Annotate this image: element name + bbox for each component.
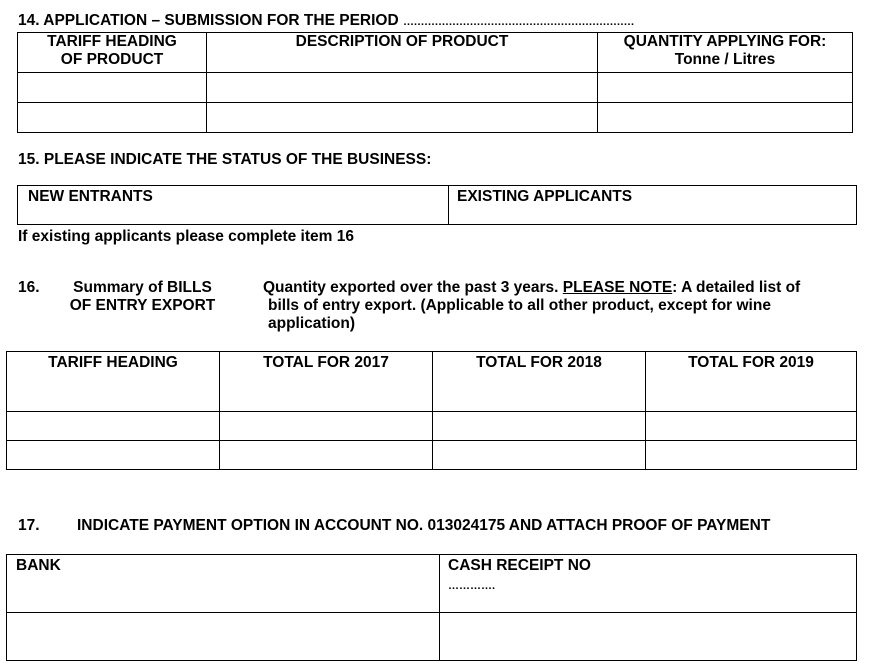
table-row xyxy=(7,412,857,441)
bills-of-entry-table xyxy=(6,351,857,470)
input-cell-2019[interactable] xyxy=(646,412,857,441)
section-16-label xyxy=(55,279,230,315)
header-quantity-line2: Tonne / Litres xyxy=(674,51,776,68)
input-cell-2017[interactable] xyxy=(220,441,433,470)
input-cell-2017[interactable] xyxy=(220,412,433,441)
existing-applicants-cell[interactable] xyxy=(449,186,857,225)
table-row xyxy=(18,73,853,103)
input-cell-quantity[interactable] xyxy=(598,73,853,103)
table-row xyxy=(18,103,853,133)
section-16-number: 16. xyxy=(18,279,40,296)
section-16-desc-b: : A detailed list of xyxy=(672,279,801,296)
section-16-desc-a: Quantity exported over the past 3 years. xyxy=(263,279,559,296)
cash-receipt-cell[interactable] xyxy=(440,555,857,613)
input-cell-tariff[interactable] xyxy=(7,441,220,470)
new-entrants-cell[interactable] xyxy=(18,186,449,225)
input-cell-2018[interactable] xyxy=(433,441,646,470)
header-total-2018 xyxy=(433,352,646,412)
header-total-2017 xyxy=(220,352,433,412)
input-cell-tariff[interactable] xyxy=(7,412,220,441)
section-17-heading: INDICATE PAYMENT OPTION IN ACCOUNT NO. 013024175 AND ATTACH PROOF OF PAYMENT xyxy=(77,517,771,534)
input-cell-description[interactable] xyxy=(207,73,598,103)
payment-option-table xyxy=(6,554,857,661)
section-16-desc-3: application) xyxy=(268,315,355,332)
header-2017-label: TOTAL FOR 2017 xyxy=(263,354,389,371)
input-cell-tariff[interactable] xyxy=(18,73,207,103)
bank-label: BANK xyxy=(16,557,61,574)
header-description xyxy=(207,33,598,73)
bank-cell[interactable] xyxy=(7,555,440,613)
header-tariff-line2: OF PRODUCT xyxy=(60,51,164,68)
input-cell-2018[interactable] xyxy=(433,412,646,441)
existing-applicants-note: If existing applicants please complete item 16 xyxy=(18,228,354,245)
new-entrants-label: NEW ENTRANTS xyxy=(28,188,153,205)
product-application-table xyxy=(17,32,853,133)
section-16-label-line2: OF ENTRY EXPORT xyxy=(69,297,216,314)
header-quantity-line1: QUANTITY APPLYING FOR: xyxy=(623,33,827,50)
bank-input-cell[interactable] xyxy=(7,613,440,661)
period-dotted-field[interactable]: ………………………………………………………… xyxy=(402,16,634,28)
header-2018-label: TOTAL FOR 2018 xyxy=(476,354,602,371)
cash-receipt-dots[interactable]: …………. xyxy=(448,580,496,592)
existing-applicants-label: EXISTING APPLICANTS xyxy=(457,188,633,205)
please-note-label: PLEASE NOTE xyxy=(562,279,673,296)
header-quantity xyxy=(598,33,853,73)
cash-receipt-input-cell[interactable] xyxy=(440,613,857,661)
table-row xyxy=(7,441,857,470)
section-16-label-line1: Summary of BILLS xyxy=(73,279,212,296)
header-tariff-line1: TARIFF HEADING xyxy=(47,33,177,50)
input-cell-2019[interactable] xyxy=(646,441,857,470)
section-16-description xyxy=(263,279,853,333)
header-tariff-heading xyxy=(18,33,207,73)
section-15-heading: 15. PLEASE INDICATE THE STATUS OF THE BUSINESS: xyxy=(18,151,432,168)
input-cell-description[interactable] xyxy=(207,103,598,133)
section-14-heading xyxy=(18,12,634,30)
header-tariff xyxy=(7,352,220,412)
header-total-2019 xyxy=(646,352,857,412)
section-17-number: 17. xyxy=(18,517,40,534)
input-cell-quantity[interactable] xyxy=(598,103,853,133)
table-row xyxy=(7,613,857,661)
section-14-title: 14. APPLICATION – SUBMISSION FOR THE PERIOD xyxy=(18,12,399,29)
header-2019-label: TOTAL FOR 2019 xyxy=(688,354,814,371)
cash-receipt-label: CASH RECEIPT NO xyxy=(448,557,591,574)
header-tariff-label: TARIFF HEADING xyxy=(48,354,178,371)
input-cell-tariff[interactable] xyxy=(18,103,207,133)
header-description-label: DESCRIPTION OF PRODUCT xyxy=(295,33,509,50)
section-16-desc-2: bills of entry export. (Applicable to all other product, except for wine xyxy=(268,297,771,314)
business-status-table xyxy=(17,185,857,225)
